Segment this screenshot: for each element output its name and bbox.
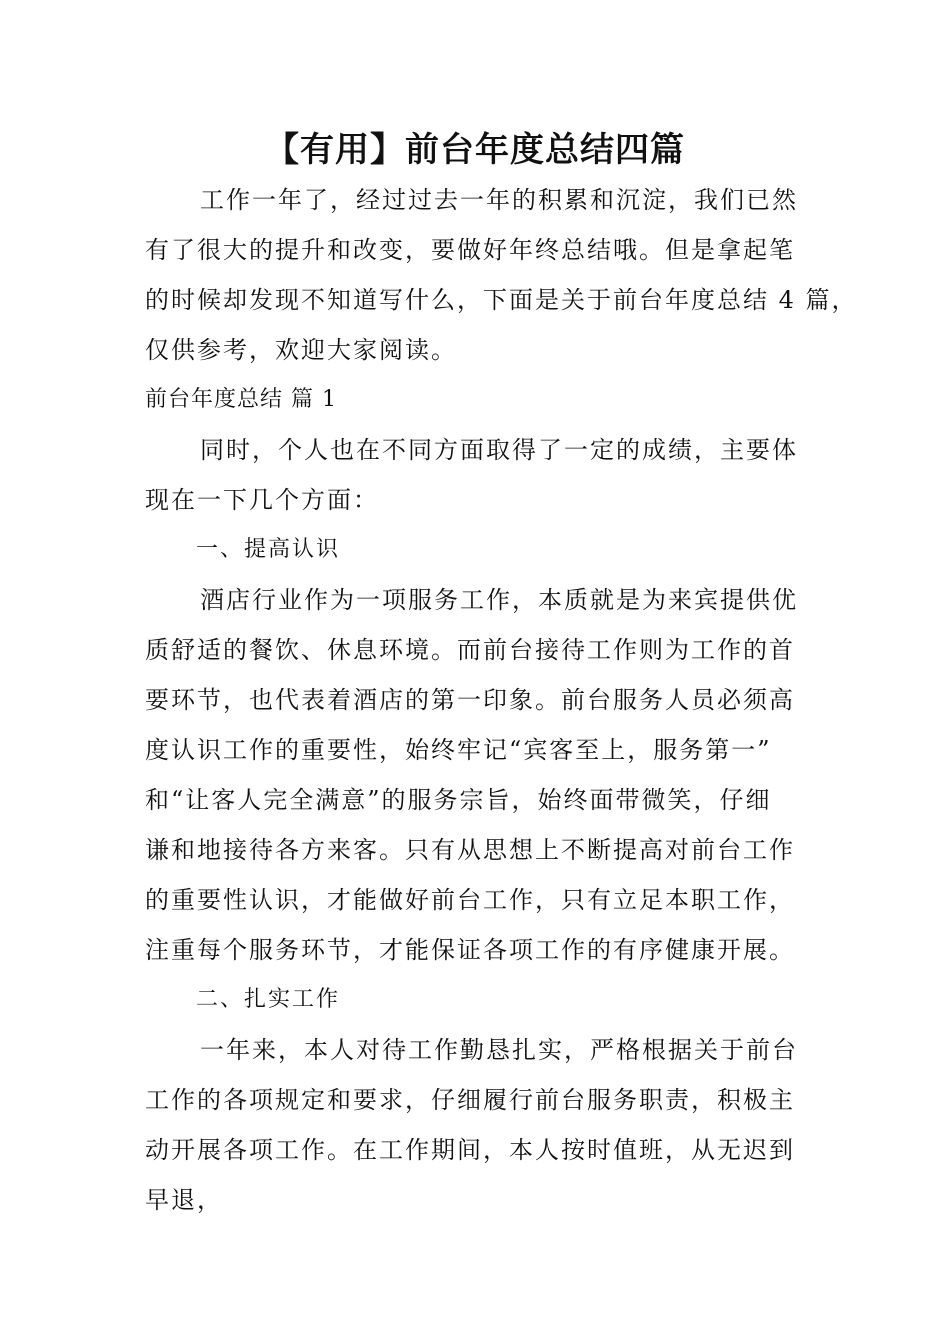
body-line-2: 有了很大的提升和改变，要做好年终总结哦。但是拿起笔: [145, 236, 795, 264]
body-line-16: 注重每个服务环节，才能保证各项工作的有序健康开展。: [145, 936, 795, 964]
body-line-6: 同时，个人也在不同方面取得了一定的成绩，主要体: [200, 436, 798, 464]
body-line-21: 早退，: [145, 1186, 223, 1214]
subheading-1: 一、提高认识: [196, 537, 341, 562]
body-line-7: 现在一下几个方面：: [145, 486, 379, 514]
body-line-20: 动开展各项工作。在工作期间，本人按时值班，从无迟到: [145, 1136, 795, 1164]
document-title: 【有用】前台年度总结四篇: [265, 130, 685, 170]
body-line-13: 和“让客人完全满意”的服务宗旨，始终面带微笑，仔细: [145, 786, 772, 814]
body-line-15: 的重要性认识，才能做好前台工作，只有立足本职工作，: [145, 886, 795, 914]
body-line-19: 工作的各项规定和要求，仔细履行前台服务职责，积极主: [145, 1086, 795, 1114]
subheading-2: 二、扎实工作: [196, 987, 341, 1012]
body-line-18: 一年来，本人对待工作勤恳扎实，严格根据关于前台: [200, 1036, 798, 1064]
body-line-4: 仅供参考，欢迎大家阅读。: [145, 336, 457, 364]
body-line-3: 的时候却发现不知道写什么，下面是关于前台年度总结 4 篇，: [145, 286, 858, 314]
body-line-10: 质舒适的餐饮、休息环境。而前台接待工作则为工作的首: [145, 636, 795, 664]
section-heading-1: 前台年度总结 篇 1: [145, 387, 337, 412]
body-line-14: 谦和地接待各方来客。只有从思想上不断提高对前台工作: [145, 836, 795, 864]
body-line-1: 工作一年了，经过过去一年的积累和沉淀，我们已然: [200, 186, 798, 214]
body-line-12: 度认识工作的重要性，始终牢记“宾客至上，服务第一”: [145, 736, 772, 764]
body-line-9: 酒店行业作为一项服务工作，本质就是为来宾提供优: [200, 586, 798, 614]
body-line-11: 要环节，也代表着酒店的第一印象。前台服务人员必须高: [145, 686, 795, 714]
